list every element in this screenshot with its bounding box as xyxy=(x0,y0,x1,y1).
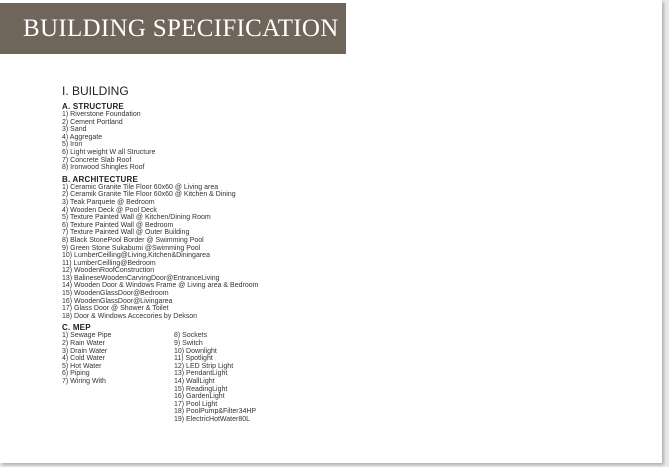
list-item: 12) WoodenRoofConstruction xyxy=(62,267,155,275)
list-item: 3) Teak Parquete @ Bedroom xyxy=(62,198,155,206)
list-item: 16) WoodenGlassDoor@Livingarea xyxy=(62,297,173,305)
spec-content xyxy=(62,84,622,424)
list-item: 1) Ceramic Granite Tile Floor 60x60 @ Living area xyxy=(62,183,219,191)
list-item: 3) Drain Water xyxy=(62,347,108,355)
list-item: 17) Glass Door @ Shower & Toilet xyxy=(62,305,169,313)
list-item: 7) Wiring With xyxy=(62,378,106,385)
structure-list xyxy=(62,111,622,172)
list-item: 1) Riverstone Foundation xyxy=(62,111,141,118)
list-item: 11) Spotlight xyxy=(174,355,213,363)
list-item: 2) Rain Water xyxy=(62,340,105,348)
list-item: 5) Iron xyxy=(62,141,83,149)
list-item: 10) Downlight xyxy=(174,347,217,355)
list-item: 18) Door & Windows Accecories by Dekson xyxy=(62,312,197,320)
list-item: 8) Sockets xyxy=(174,332,208,340)
list-item: 15) ReadingLight xyxy=(174,385,228,393)
mep-title: C. MEP xyxy=(62,323,91,333)
list-item: 10) LumberCeilling@Living,Kitchen&Diningarea xyxy=(62,252,210,260)
list-item: 7) Texture Painted Wall @ Outer Building xyxy=(62,229,190,237)
list-item: 11) LumberCeilling@Bedroom xyxy=(62,259,156,267)
list-item: 13) PendantLight xyxy=(174,370,228,378)
list-item: 2) Cement Portland xyxy=(62,118,123,126)
architecture-list xyxy=(62,184,622,321)
list-item: 3) Sand xyxy=(62,126,87,134)
list-item: 4) Aggregate xyxy=(62,133,103,141)
structure-title: A. STRUCTURE xyxy=(62,102,124,111)
list-item: 14) WallLight xyxy=(174,378,215,385)
list-item: 14) Wooden Door & Windows Frame @ Living area & Bedroom xyxy=(62,282,259,290)
architecture-title: B. ARCHITECTURE xyxy=(62,174,139,184)
list-item: 12) LED Strip Light xyxy=(174,362,234,370)
page-title: BUILDING SPECIFICATION xyxy=(23,15,339,42)
list-item: 6) Light weight W all Structure xyxy=(62,148,156,156)
list-item: 16) GardenLight xyxy=(174,393,225,401)
list-item: 6) Texture Painted Wall @ Bedroom xyxy=(62,221,174,229)
list-item: 6) Piping xyxy=(62,370,90,378)
header-banner xyxy=(0,3,346,54)
list-item: 8) Ironwood Shingles Roof xyxy=(62,164,145,172)
section-title: I. BUILDING xyxy=(62,84,129,98)
list-item: 15) WoodenGlassDoor@Bedroom xyxy=(62,290,169,298)
list-item: 9) Green Stone Sukabumi @Swimming Pool xyxy=(62,244,201,252)
list-item: 9) Switch xyxy=(174,340,203,348)
list-item: 5) Hot Water xyxy=(62,362,102,370)
list-item: 1) Sewage Pipe xyxy=(62,332,112,340)
list-item: 19) ElectricHotWater80L xyxy=(174,415,250,423)
list-item: 4) Cold Water xyxy=(62,355,105,363)
mep-list-right xyxy=(174,332,256,423)
list-item: 2) Ceramik Granite Tile Floor 60x60 @ Kitchen & Dining xyxy=(62,191,236,199)
list-item: 8) Black StonePool Border @ Swimming Pool xyxy=(62,236,204,244)
list-item: 13) BalineseWoodenCarvingDoor@EntranceLiving xyxy=(62,274,220,282)
list-item: 7) Concrete Slab Roof xyxy=(62,156,132,164)
list-item: 17) Pool Light xyxy=(174,400,218,408)
list-item: 18) PoolPump&Filter34HP xyxy=(174,408,257,416)
list-item: 4) Wooden Deck @ Pool Deck xyxy=(62,206,157,214)
list-item: 5) Texture Painted Wall @ Kitchen/Dining Room xyxy=(62,214,211,222)
mep-columns xyxy=(62,332,622,423)
mep-list-left xyxy=(62,332,174,423)
